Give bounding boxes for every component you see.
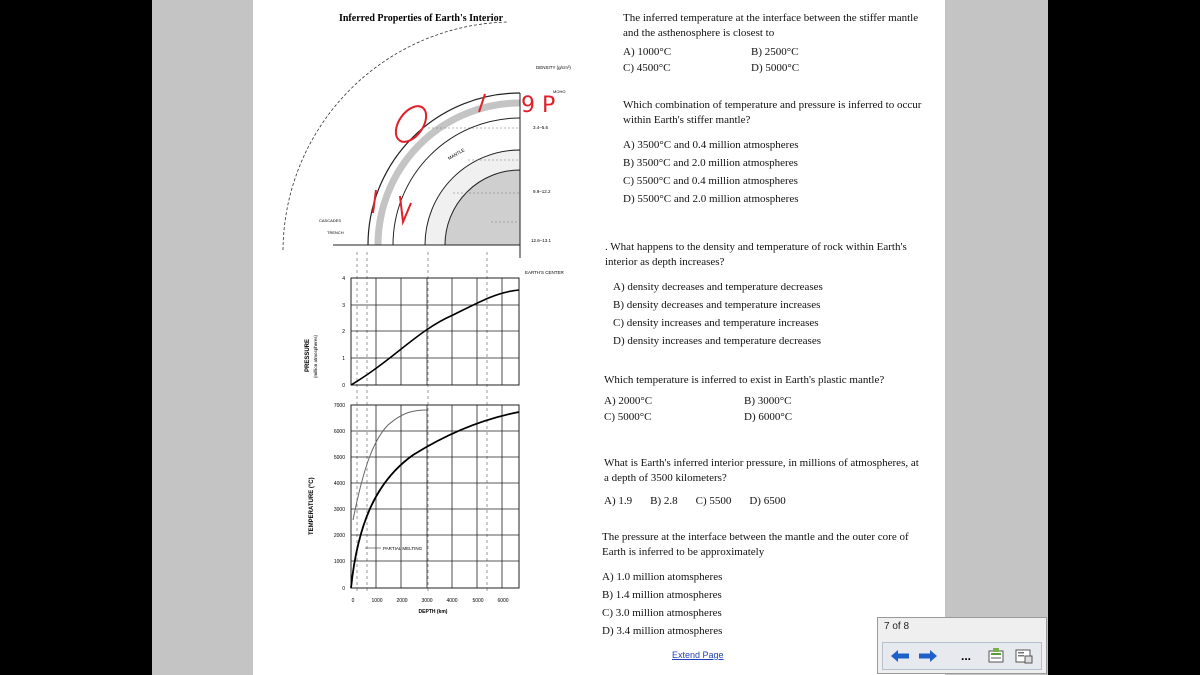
mantle-label: MANTLE xyxy=(447,147,466,161)
extend-page-link[interactable]: Extend Page xyxy=(672,650,724,660)
density-header: DENSITY (g/cm³) xyxy=(536,65,571,70)
option-d[interactable]: D) 5500°C and 2.0 million atmospheres xyxy=(623,193,799,205)
option-d[interactable]: D) 5000°C xyxy=(751,62,800,74)
question-4-stem: Which temperature is inferred to exist in Earth's plastic mantle? xyxy=(604,374,885,386)
depth-tick-5000: 5000 xyxy=(472,598,484,604)
option-a[interactable]: A) 1.9 xyxy=(604,495,633,507)
more-label: ... xyxy=(960,649,971,663)
temp-tick-0: 0 xyxy=(342,586,345,592)
question-3-stem: . What happens to the density and temperature of rock within Earth's interior as depth increases? xyxy=(605,241,907,268)
option-c[interactable]: C) 5500 xyxy=(695,495,732,507)
question-2-stem: Which combination of temperature and pressure is inferred to occur within Earth's stiffer mantle? xyxy=(623,99,922,126)
question-1 xyxy=(623,11,923,76)
question-1-stem: The inferred temperature at the interface between the stiffer mantle and the asthenosphere is closest to xyxy=(623,12,919,39)
depth-tick-1000: 1000 xyxy=(371,598,383,604)
option-d[interactable]: D) 3.4 million atmospheres xyxy=(602,625,723,637)
navigator-toolbar xyxy=(882,642,1042,670)
option-c[interactable]: C) 5000°C xyxy=(604,411,652,423)
pressure-tick-3: 3 xyxy=(342,303,345,309)
question-6-stem: The pressure at the interface between the mantle and the outer core of Earth is inferred to be approximately xyxy=(602,531,909,558)
option-c[interactable]: C) 4500°C xyxy=(623,62,671,74)
option-c[interactable]: C) 5500°C and 0.4 million atmospheres xyxy=(623,175,798,187)
temp-tick-2000: 2000 xyxy=(333,533,345,539)
trench-label: TRENCH xyxy=(327,230,344,235)
layer-label-moho: MOHO xyxy=(553,89,566,94)
arrow-right-icon xyxy=(918,649,938,663)
density-value-3: 12.6–13.1 xyxy=(531,238,552,243)
temp-tick-7000: 7000 xyxy=(333,403,345,409)
depth-tick-4000: 4000 xyxy=(446,598,458,604)
pressure-axis-label: PRESSURE xyxy=(305,338,311,372)
pressure-tick-0: 0 xyxy=(342,383,345,389)
page-view-icon xyxy=(1015,648,1033,664)
option-d[interactable]: D) 6500 xyxy=(749,495,786,507)
option-b[interactable]: B) density decreases and temperature increases xyxy=(613,299,821,311)
depth-tick-0: 0 xyxy=(351,598,355,604)
question-4-options xyxy=(604,394,919,425)
option-a[interactable]: A) density decreases and temperature decreases xyxy=(613,281,823,293)
temp-tick-3000: 3000 xyxy=(333,507,345,513)
question-5-stem: What is Earth's inferred interior pressure, in millions of atmospheres, at a depth of 3500 kilometers? xyxy=(604,457,919,484)
temp-tick-4000: 4000 xyxy=(333,481,345,487)
vertical-guides xyxy=(357,252,487,592)
option-a[interactable]: A) 1.0 million atomspheres xyxy=(602,571,723,583)
temperature-chart xyxy=(309,403,519,615)
earth-interior-diagram xyxy=(253,0,613,630)
option-b[interactable]: B) 2.8 xyxy=(650,495,678,507)
previous-page-button[interactable] xyxy=(889,645,911,667)
arrow-left-icon xyxy=(890,649,910,663)
red-text-annotation: 9 P xyxy=(521,93,556,118)
depth-tick-2000: 2000 xyxy=(396,598,408,604)
question-4 xyxy=(604,373,919,425)
viewer-background xyxy=(152,0,1048,675)
depth-axis-label: DEPTH (km) xyxy=(418,609,448,615)
option-d[interactable]: D) density increases and temperature decreases xyxy=(613,335,821,347)
option-c[interactable]: C) 3.0 million atmospheres xyxy=(602,607,722,619)
depth-tick-6000: 6000 xyxy=(497,598,509,604)
option-b[interactable]: B) 3000°C xyxy=(744,395,792,407)
option-b[interactable]: B) 1.4 million atmospheres xyxy=(602,589,722,601)
option-b[interactable]: B) 2500°C xyxy=(751,46,799,58)
page-indicator: 7 of 8 xyxy=(884,621,910,632)
question-5 xyxy=(604,456,919,509)
density-value-1: 3.4–5.6 xyxy=(533,125,549,130)
option-c[interactable]: C) density increases and temperature increases xyxy=(613,317,819,329)
cascades-label: CASCADES xyxy=(319,218,342,223)
question-5-options xyxy=(604,494,919,509)
page-sorter-icon xyxy=(987,648,1005,664)
worksheet-page xyxy=(253,0,945,675)
option-a[interactable]: A) 2000°C xyxy=(604,395,653,407)
temp-tick-6000: 6000 xyxy=(333,429,345,435)
question-1-options xyxy=(623,45,923,76)
option-a[interactable]: A) 3500°C and 0.4 million atmospheres xyxy=(623,139,799,151)
pressure-tick-1: 1 xyxy=(342,356,345,362)
earth-center-label: EARTH'S CENTER xyxy=(525,270,564,275)
diagram-title: Inferred Properties of Earth's Interior xyxy=(338,13,504,24)
question-2 xyxy=(623,98,923,208)
temp-tick-1000: 1000 xyxy=(333,559,345,565)
pressure-tick-4: 4 xyxy=(342,276,345,282)
option-d[interactable]: D) 6000°C xyxy=(744,411,793,423)
density-value-2: 9.9–12.2 xyxy=(533,189,551,194)
option-a[interactable]: A) 1000°C xyxy=(623,46,672,58)
question-3 xyxy=(605,240,920,350)
temp-tick-5000: 5000 xyxy=(333,455,345,461)
pressure-axis-units: (million atmospheres) xyxy=(313,334,318,378)
page-view-button[interactable] xyxy=(1013,645,1035,667)
option-b[interactable]: B) 3500°C and 2.0 million atmospheres xyxy=(623,157,798,169)
pressure-tick-2: 2 xyxy=(342,329,345,335)
more-options-button[interactable] xyxy=(955,645,977,667)
temperature-axis-label: TEMPERATURE (°C) xyxy=(309,477,315,535)
question-6 xyxy=(602,530,917,640)
melting-point-curve xyxy=(353,410,428,520)
depth-tick-3000: 3000 xyxy=(421,598,433,604)
next-page-button[interactable] xyxy=(917,645,939,667)
partial-melting-label: PARTIAL MELTING xyxy=(383,546,423,551)
page-navigator xyxy=(877,617,1047,674)
page-sorter-button[interactable] xyxy=(985,645,1007,667)
